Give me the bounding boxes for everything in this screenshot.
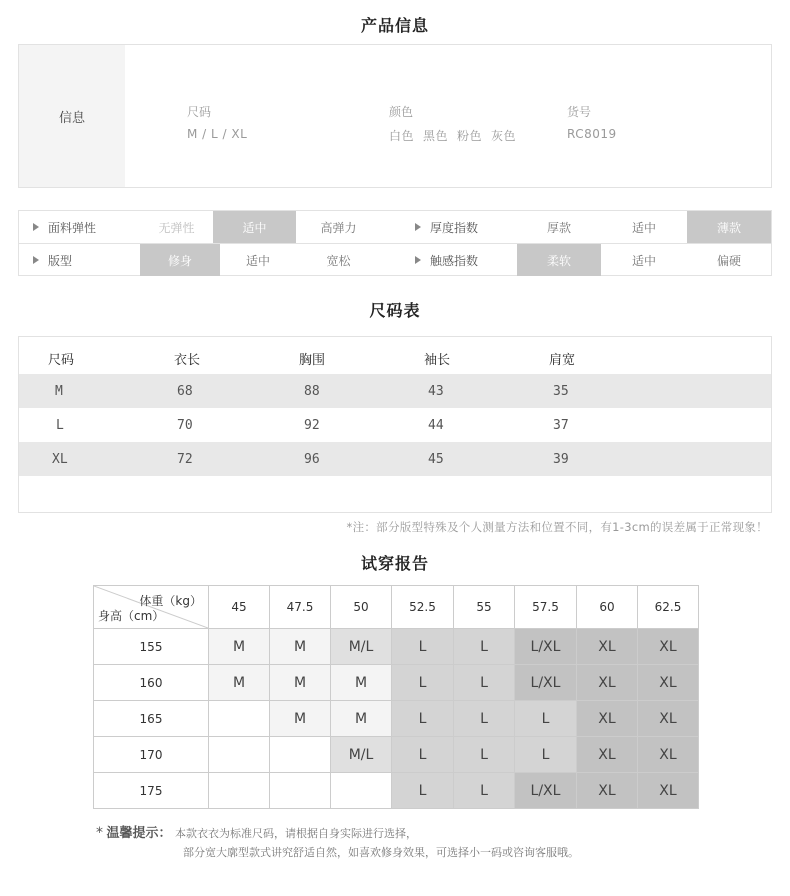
weight-header: 52.5 (392, 586, 454, 629)
sleeve-cell: 45 (428, 451, 444, 467)
size-table-title: 尺码表 (369, 301, 421, 320)
attribute-grid (18, 210, 772, 276)
sleeve-cell: 43 (428, 383, 444, 399)
chest-cell: 96 (304, 451, 320, 467)
color-value: 灰色 (491, 129, 517, 143)
fitting-report-title: 试穿报告 (360, 554, 429, 573)
tip-label: 温馨提示： (106, 826, 172, 841)
size-rec-cell (331, 773, 392, 809)
sku-info-label: 货号 (567, 105, 592, 119)
size-rec-cell: XL (577, 737, 638, 773)
size-rec-cell (270, 773, 331, 809)
size-table (18, 336, 772, 513)
size-rec-cell: M/L (331, 737, 392, 773)
elasticity-header (19, 211, 140, 243)
product-info-title: 产品信息 (360, 16, 429, 35)
length-cell: 70 (177, 417, 193, 433)
size-rec-cell (270, 737, 331, 773)
weight-header: 60 (577, 586, 638, 629)
chest-cell: 88 (304, 383, 320, 399)
size-rec-cell: XL (577, 665, 638, 701)
size-cell: L (56, 417, 64, 433)
weight-header: 50 (331, 586, 392, 629)
shoulder-cell: 39 (553, 451, 569, 467)
product-info-box (18, 44, 772, 188)
triangle-right-icon (415, 223, 421, 231)
size-rec-cell: L/XL (515, 773, 577, 809)
color-info-label: 颜色 (389, 105, 414, 119)
length-cell: 68 (177, 383, 193, 399)
size-rec-cell: L/XL (515, 629, 577, 665)
thickness-option: 适中 (631, 220, 656, 235)
height-cell: 155 (94, 629, 209, 665)
size-rec-cell: M (331, 701, 392, 737)
triangle-right-icon (415, 256, 421, 264)
diagonal-header-cell (94, 586, 209, 629)
size-rec-cell (209, 701, 270, 737)
thickness-option-selected: 薄款 (687, 211, 771, 243)
weight-header: 62.5 (638, 586, 699, 629)
touch-header (401, 244, 517, 276)
weight-header: 55 (454, 586, 515, 629)
color-value: 粉色 (457, 129, 483, 143)
size-table-header-row (19, 341, 771, 375)
size-rec-cell: M (331, 665, 392, 701)
size-header: 尺码 (48, 352, 75, 368)
elasticity-option: 无弹性 (158, 220, 195, 235)
size-note: *注：部分版型特殊及个人测量方法和位置不同，有1-3cm的误差属于正常现象！ (346, 520, 768, 534)
touch-label: 触感指数 (430, 253, 479, 268)
chest-cell: 92 (304, 417, 320, 433)
sleeve-cell: 44 (428, 417, 444, 433)
elasticity-label: 面料弹性 (48, 220, 97, 235)
size-rec-cell: L (515, 737, 577, 773)
tip-star: * (96, 825, 103, 841)
size-rec-cell (209, 737, 270, 773)
size-rec-cell: L (454, 737, 515, 773)
chest-header: 胸围 (299, 352, 326, 368)
size-rec-cell: M/L (331, 629, 392, 665)
size-rec-cell: XL (638, 665, 699, 701)
size-rec-cell (209, 773, 270, 809)
length-cell: 72 (177, 451, 193, 467)
size-rec-cell: XL (638, 629, 699, 665)
color-value: 黑色 (423, 129, 449, 143)
attribute-row (19, 211, 771, 244)
fit-option: 适中 (245, 253, 270, 268)
color-info (389, 103, 525, 144)
fitting-report-table (93, 585, 699, 809)
weight-header: 47.5 (270, 586, 331, 629)
size-info (187, 103, 247, 141)
shoulder-cell: 35 (553, 383, 569, 399)
table-row (19, 374, 771, 408)
shoulder-header: 肩宽 (549, 352, 576, 368)
size-rec-cell: L (454, 701, 515, 737)
color-info-values (389, 127, 525, 144)
length-header: 衣长 (174, 352, 201, 368)
triangle-right-icon (33, 256, 39, 264)
size-rec-cell: XL (638, 773, 699, 809)
thickness-header (401, 211, 517, 243)
size-cell: XL (52, 451, 68, 467)
triangle-right-icon (33, 223, 39, 231)
table-row (94, 773, 699, 809)
touch-option: 偏硬 (716, 253, 741, 268)
fit-label: 版型 (48, 253, 73, 268)
size-rec-cell: L (515, 701, 577, 737)
size-info-label: 尺码 (187, 105, 212, 119)
size-rec-cell: M (209, 665, 270, 701)
thickness-label: 厚度指数 (430, 220, 479, 235)
weight-label: 体重（kg） (139, 594, 202, 608)
size-rec-cell: XL (577, 773, 638, 809)
height-cell: 170 (94, 737, 209, 773)
height-cell: 175 (94, 773, 209, 809)
touch-option: 适中 (631, 253, 656, 268)
table-row (19, 442, 771, 476)
tip-text-2: 部分宽大廓型款式讲究舒适自然，如喜欢修身效果，可选择小一码或咨询客服哦。 (183, 846, 579, 859)
size-rec-cell: M (209, 629, 270, 665)
elasticity-option: 高弹力 (320, 220, 357, 235)
height-label: 身高（cm） (98, 609, 165, 623)
sleeve-header: 袖长 (424, 352, 451, 368)
thickness-option: 厚款 (546, 220, 571, 235)
size-info-value: M / L / XL (187, 127, 248, 141)
height-cell: 165 (94, 701, 209, 737)
size-rec-cell: L (454, 773, 515, 809)
size-rec-cell: XL (577, 629, 638, 665)
tip-line-1 (96, 824, 579, 843)
fit-option: 宽松 (326, 253, 351, 268)
table-row (94, 629, 699, 665)
size-rec-cell: M (270, 701, 331, 737)
fit-header (19, 244, 140, 276)
size-rec-cell: L/XL (515, 665, 577, 701)
info-side-label: 信息 (19, 45, 125, 187)
size-rec-cell: L (392, 701, 454, 737)
size-rec-cell: M (270, 629, 331, 665)
size-rec-cell: L (392, 737, 454, 773)
size-rec-cell: XL (638, 701, 699, 737)
size-cell: M (55, 383, 63, 399)
tip-text-1: 本款衣衣为标准尺码，请根据自身实际进行选择， (175, 827, 418, 840)
table-row (19, 408, 771, 442)
size-rec-cell: L (392, 773, 454, 809)
size-rec-cell: L (454, 629, 515, 665)
size-rec-cell: L (454, 665, 515, 701)
elasticity-option-selected: 适中 (213, 211, 296, 243)
height-cell: 160 (94, 665, 209, 701)
weight-header: 45 (209, 586, 270, 629)
touch-option-selected: 柔软 (517, 244, 601, 276)
size-rec-cell: M (270, 665, 331, 701)
fit-option-selected: 修身 (140, 244, 220, 276)
shoulder-cell: 37 (553, 417, 569, 433)
size-rec-cell: L (392, 629, 454, 665)
weight-header: 57.5 (515, 586, 577, 629)
table-row (94, 665, 699, 701)
size-rec-cell: XL (638, 737, 699, 773)
attribute-row (19, 244, 771, 276)
sku-info (567, 103, 617, 141)
table-row (94, 701, 699, 737)
color-value: 白色 (389, 129, 415, 143)
size-rec-cell: XL (577, 701, 638, 737)
table-row (94, 737, 699, 773)
warm-tip (96, 824, 579, 862)
weight-header-row (94, 586, 699, 629)
sku-info-value: RC8019 (567, 127, 617, 141)
size-rec-cell: L (392, 665, 454, 701)
